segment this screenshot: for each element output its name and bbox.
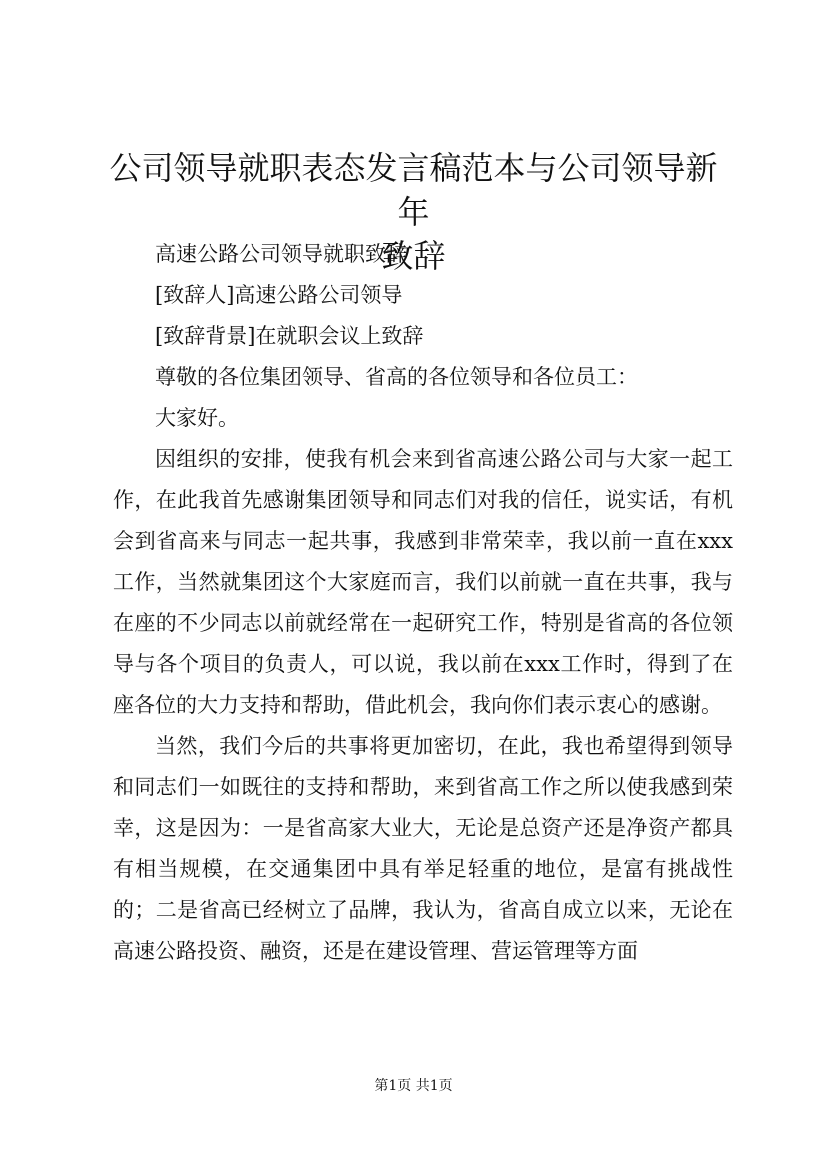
paragraph-subject: 高速公路公司领导就职致辞 (155, 242, 407, 266)
paragraph-salutation: 尊敬的各位集团领导、省高的各位领导和各位员工： (155, 365, 638, 389)
paragraph-body-2: 当然，我们今后的共事将更加密切，在此，我也希望得到领导和同志们一如既往的支持和帮助，来到省高工作之所以使我感到荣幸，这是因为：一是省高家大业大，无论是总资产还是净资产都具有相当规模，在交通集团中具有举足轻重的地位，是富有挑战性的；二是省高已经树立了品牌，我认为，省高自成立以来，无论在高速公路投资、融资，还是在建设管理、营运管理等方面 (113, 734, 733, 963)
page-number-footer: 第1页 共1页 (374, 1078, 453, 1094)
document-body (113, 234, 733, 972)
paragraph-speaker: [致辞人]高速公路公司领导 (155, 283, 403, 307)
paragraph-background: [致辞背景]在就职会议上致辞 (155, 324, 424, 348)
paragraph-greeting: 大家好。 (155, 406, 239, 430)
title-line-1: 公司领导就职表态发言稿范本与公司领导新年 (109, 149, 718, 231)
title-line-2: 致辞 (381, 237, 446, 275)
paragraph-body-1: 因组织的安排，使我有机会来到省高速公路公司与大家一起工作，在此我首先感谢集团领导和同志们对我的信任，说实话，有机会到省高来与同志一起共事，我感到非常荣幸，我以前一直在xxx工作，当然就集团这个大家庭而言，我们以前就一直在共事，我与在座的不少同志以前就经常在一起研究工作，特别是省高的各位领导与各个项目的负责人，可以说，我以前在xxx工作时，得到了在座各位的大力支持和帮助，借此机会，我向你们表示衷心的感谢。 (113, 447, 733, 717)
